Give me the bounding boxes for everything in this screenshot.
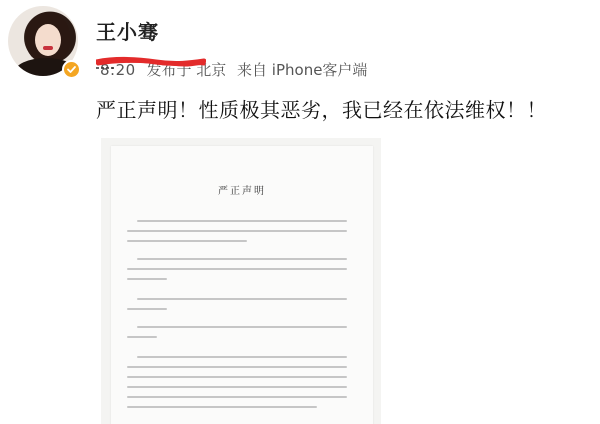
document-text-line [137,220,347,222]
verified-badge-icon [62,60,81,79]
document-text-line [127,268,347,270]
document-paper [111,146,373,424]
document-text-line [127,396,347,398]
document-text-line [127,308,167,310]
document-text-line [127,406,317,408]
document-text-line [137,356,347,358]
document-text-line [127,230,347,232]
document-text-line [127,376,347,378]
avatar-face [35,24,61,56]
post-location: 发布于 北京 [146,61,227,79]
document-text-line [127,240,247,242]
document-text-line [137,326,347,328]
document-text-line [137,258,347,260]
document-text-line [137,298,347,300]
document-text-line [127,366,347,368]
post-time: 8:20 [100,61,136,79]
document-text-line [127,386,347,388]
username[interactable]: 王小骞 [96,20,159,44]
document-text-line [127,278,167,280]
post-source[interactable]: 来自 iPhone客户端 [237,61,368,79]
document-text-line [127,336,157,338]
document-title: 严正声明 [218,186,266,197]
post-meta [100,59,367,80]
attached-image[interactable] [101,138,381,424]
avatar-lips [43,46,53,50]
post-text: 严正声明！性质极其恶劣，我已经在依法维权！！ [96,98,547,122]
